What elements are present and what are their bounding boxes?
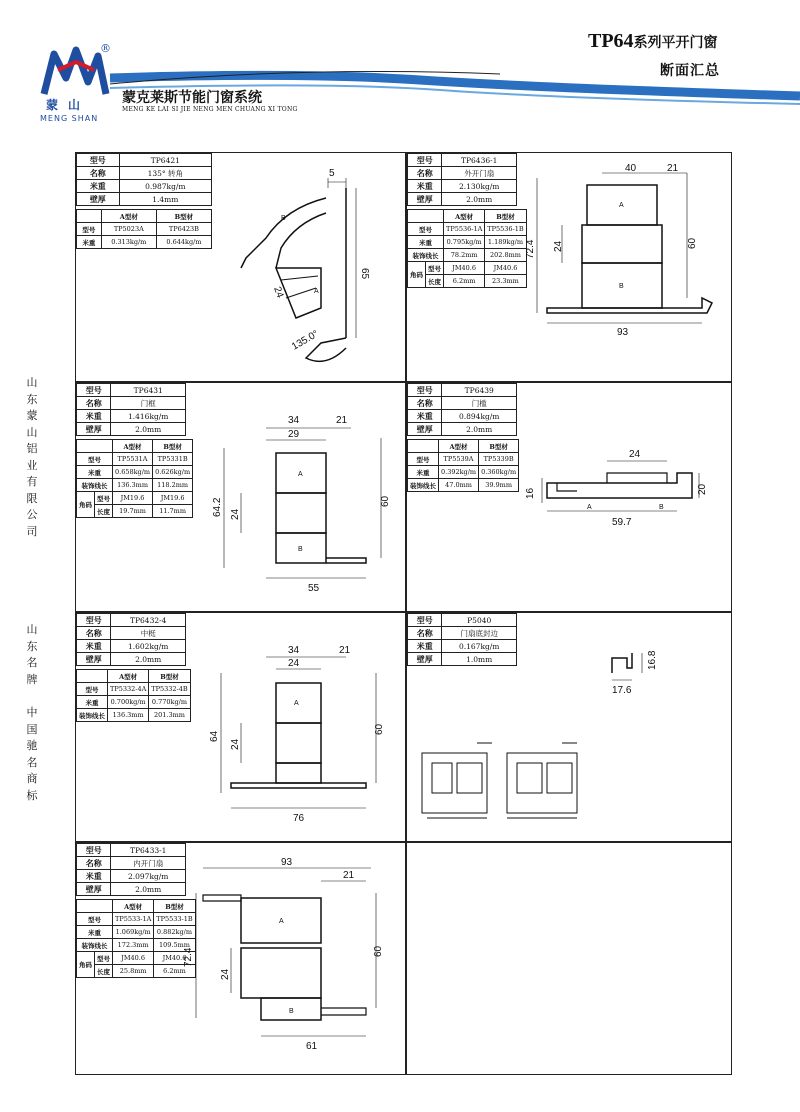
weight-value: 2.097kg/m (111, 870, 186, 883)
b-len: 11.7mm (153, 505, 193, 518)
lbl-corner-len: 长度 (426, 275, 444, 288)
label-a: A (294, 700, 299, 707)
page-subtitle: 断面汇总 (660, 63, 720, 79)
model-value: TP6421 (119, 154, 211, 167)
model-value: TP6436-1 (442, 154, 517, 167)
lbl-corner-len: 长度 (95, 965, 113, 978)
name-value: 外开门扇 (442, 167, 517, 180)
weight-value: 2.130kg/m (442, 180, 517, 193)
lbl-weight: 米重 (77, 410, 111, 423)
dim-65: 65 (359, 268, 370, 280)
dim-60: 60 (374, 723, 385, 735)
label-a: A (587, 504, 592, 511)
a-deco: 78.2mm (444, 249, 485, 262)
dim-16: 16 (525, 487, 536, 499)
panel-empty (406, 842, 732, 1075)
lbl-name: 名称 (77, 397, 111, 410)
dim-24: 24 (230, 508, 241, 520)
lbl-corner-len: 长度 (95, 505, 113, 518)
a-weight: 0.795kg/m (444, 236, 485, 249)
wall-value: 2.0mm (442, 423, 517, 436)
sub-table (407, 439, 519, 492)
dim-24: 24 (553, 240, 564, 252)
profile-drawing (183, 853, 401, 1068)
dim-93: 93 (281, 857, 293, 868)
b-weight: 0.882kg/m (154, 926, 195, 939)
wall-value: 2.0mm (442, 193, 517, 206)
lbl-weight: 米重 (408, 640, 442, 653)
lbl-submodel: 型号 (408, 223, 444, 236)
lbl-name: 名称 (408, 627, 442, 640)
spec-table (76, 843, 186, 896)
lbl-wall: 壁厚 (77, 193, 120, 206)
panel-tp6421 (75, 152, 406, 382)
lbl-model: 型号 (408, 614, 442, 627)
lbl-wall: 壁厚 (77, 423, 111, 436)
lbl-deco: 装饰线长 (408, 249, 444, 262)
dim-16-8: 16.8 (647, 650, 658, 670)
panel-tp6433-1 (75, 842, 406, 1075)
a-weight: 0.658kg/m (113, 466, 153, 479)
logo-chinese: 蒙山 (46, 98, 91, 112)
lbl-wall: 壁厚 (77, 883, 111, 896)
lbl-model: 型号 (77, 844, 111, 857)
lbl-weight: 米重 (77, 640, 111, 653)
wall-value: 2.0mm (111, 883, 186, 896)
a-len: 19.7mm (113, 505, 153, 518)
panel-p5040 (406, 612, 732, 842)
lbl-wall: 壁厚 (408, 423, 442, 436)
series-number: TP64 (588, 30, 634, 52)
b-deco: 201.3mm (149, 709, 190, 722)
label-a: A (298, 471, 303, 478)
dim-21: 21 (339, 645, 351, 656)
b-weight: 1.189kg/m (485, 236, 526, 249)
a-model: TP5539A (439, 453, 479, 466)
lbl-weight: 米重 (408, 180, 442, 193)
spec-table (407, 383, 517, 436)
a-len: 6.2mm (444, 275, 485, 288)
lbl-deco: 装饰线长 (408, 479, 439, 492)
profile-drawing (209, 643, 396, 838)
spec-table (407, 613, 517, 666)
panel-tp6432-4 (75, 612, 406, 842)
lbl-subweight: 米重 (77, 926, 113, 939)
page-title (588, 30, 718, 53)
model-value: TP6431 (111, 384, 186, 397)
lbl-model: 型号 (408, 154, 442, 167)
b-len: 23.3mm (485, 275, 526, 288)
dim-60: 60 (380, 495, 391, 507)
registered-mark: ® (100, 42, 111, 55)
b-corner: JM19.6 (153, 492, 193, 505)
lbl-model: 型号 (77, 614, 111, 627)
dim-93: 93 (617, 327, 629, 338)
company-name-cn: 蒙克莱斯节能门窗系统 (122, 90, 262, 106)
a-label: A型材 (113, 440, 153, 453)
dim-17-6: 17.6 (612, 685, 632, 696)
lbl-deco: 装饰线长 (77, 709, 108, 722)
dim-61: 61 (306, 1041, 318, 1052)
name-value: 门扇底封边 (442, 627, 517, 640)
lbl-submodel: 型号 (77, 913, 113, 926)
label-a: A (314, 288, 319, 295)
wall-value: 2.0mm (111, 653, 186, 666)
a-model: TP5531A (113, 453, 153, 466)
a-corner: JM19.6 (113, 492, 153, 505)
lbl-subweight: 米重 (77, 466, 113, 479)
lbl-subweight: 米重 (77, 696, 108, 709)
a-label: A型材 (108, 670, 149, 683)
dim-24: 24 (220, 968, 231, 980)
b-deco: 109.5mm (154, 939, 195, 952)
profile-drawing (212, 408, 396, 608)
lbl-submodel: 型号 (77, 223, 102, 236)
a-deco: 172.3mm (113, 939, 154, 952)
label-b: B (298, 546, 303, 553)
lbl-corner-model: 型号 (95, 952, 113, 965)
lbl-name: 名称 (77, 627, 111, 640)
name-value: 内开门扇 (111, 857, 186, 870)
lbl-subweight: 米重 (77, 236, 102, 249)
lbl-model: 型号 (77, 384, 111, 397)
dim-72-4: 72.4 (525, 239, 536, 259)
lbl-deco: 装饰线长 (77, 479, 113, 492)
label-b: B (619, 283, 624, 290)
lbl-weight: 米重 (408, 410, 442, 423)
lbl-subweight: 米重 (408, 466, 439, 479)
a-corner: JM40.6 (444, 262, 485, 275)
model-value: TP6432-4 (111, 614, 186, 627)
lbl-corner: 角码 (77, 492, 95, 518)
a-label: A型材 (439, 440, 479, 453)
name-value: 门槛 (442, 397, 517, 410)
lbl-weight: 米重 (77, 180, 120, 193)
profile-drawing (527, 163, 727, 378)
dim-24-side: 24 (230, 738, 241, 750)
dim-21: 21 (667, 163, 679, 174)
b-model: TP5533-1B (154, 913, 195, 926)
dim-24: 24 (271, 285, 286, 300)
b-corner: JM40.6 (154, 952, 195, 965)
a-label: A型材 (444, 210, 485, 223)
panel-tp6439 (406, 382, 732, 612)
company-name-en: MENG KE LAI SI JIE NENG MEN CHUANG XI TONG (122, 106, 298, 113)
label-a: A (619, 202, 624, 209)
side-company: 山东蒙山铝业有限公司 (26, 376, 38, 538)
wall-value: 1.4mm (119, 193, 211, 206)
a-weight: 0.700kg/m (108, 696, 149, 709)
lbl-corner-model: 型号 (426, 262, 444, 275)
dim-24: 24 (629, 449, 641, 460)
lbl-name: 名称 (408, 397, 442, 410)
b-weight: 0.626kg/m (153, 466, 193, 479)
dim-angle: 135.0° (290, 328, 321, 353)
a-model: TP5533-1A (113, 913, 154, 926)
a-deco: 136.3mm (108, 709, 149, 722)
b-deco: 39.9mm (479, 479, 519, 492)
b-label: B型材 (479, 440, 519, 453)
lbl-corner: 角码 (77, 952, 95, 978)
dim-55: 55 (308, 583, 320, 594)
panel-tp6436-1 (406, 152, 732, 382)
lbl-subweight: 米重 (408, 236, 444, 249)
dim-40: 40 (625, 163, 637, 174)
lbl-wall: 壁厚 (408, 653, 442, 666)
side-honor-2: 中国驰名商标 (26, 706, 38, 802)
weight-value: 0.987kg/m (119, 180, 211, 193)
b-model: TP5536-1B (485, 223, 526, 236)
a-corner: JM40.6 (113, 952, 154, 965)
b-corner: JM40.6 (485, 262, 526, 275)
weight-value: 0.167kg/m (442, 640, 517, 653)
lbl-submodel: 型号 (408, 453, 439, 466)
label-b: B (281, 215, 286, 222)
dim-34: 34 (288, 415, 300, 426)
name-value: 中梃 (111, 627, 186, 640)
model-value: P5040 (442, 614, 517, 627)
sub-table (76, 209, 212, 249)
label-a: A (279, 918, 284, 925)
profile-drawing (226, 168, 401, 378)
dim-64: 64 (209, 730, 220, 742)
profile-drawing (602, 648, 672, 708)
dim-76: 76 (293, 813, 305, 824)
b-model: TP5339B (479, 453, 519, 466)
sub-table (76, 899, 196, 978)
name-value: 门框 (111, 397, 186, 410)
side-honor-1: 山东名牌 (26, 623, 38, 686)
dim-5: 5 (329, 168, 335, 179)
dim-72-4: 72.4 (183, 947, 194, 967)
a-label: A型材 (101, 210, 156, 223)
dim-60: 60 (687, 237, 698, 249)
logo-english: MENG SHAN (40, 114, 99, 123)
dim-34: 34 (288, 645, 300, 656)
a-len: 25.8mm (113, 965, 154, 978)
weight-value: 1.602kg/m (111, 640, 186, 653)
spec-table (76, 383, 186, 436)
lbl-deco: 装饰线长 (77, 939, 113, 952)
lbl-submodel: 型号 (77, 453, 113, 466)
lbl-model: 型号 (408, 384, 442, 397)
lbl-name: 名称 (77, 167, 120, 180)
sub-table (76, 669, 191, 722)
a-weight: 0.313kg/m (101, 236, 156, 249)
a-weight: 0.392kg/m (439, 466, 479, 479)
b-model: TP6423B (156, 223, 211, 236)
b-label: B型材 (154, 900, 195, 913)
weight-value: 0.894kg/m (442, 410, 517, 423)
b-deco: 202.8mm (485, 249, 526, 262)
series-text: 系列平开门窗 (633, 36, 718, 51)
label-b: B (659, 504, 664, 511)
lbl-wall: 壁厚 (408, 193, 442, 206)
a-model: TP5332-4A (108, 683, 149, 696)
dim-59-7: 59.7 (612, 517, 632, 528)
b-weight: 0.360kg/m (479, 466, 519, 479)
dim-29: 29 (288, 429, 300, 440)
dim-60: 60 (373, 945, 384, 957)
lbl-name: 名称 (408, 167, 442, 180)
dim-64-2: 64.2 (212, 497, 223, 517)
b-label: B型材 (156, 210, 211, 223)
b-label: B型材 (149, 670, 190, 683)
b-weight: 0.644kg/m (156, 236, 211, 249)
b-len: 6.2mm (154, 965, 195, 978)
model-value: TP6439 (442, 384, 517, 397)
lbl-corner-model: 型号 (95, 492, 113, 505)
a-deco: 47.0mm (439, 479, 479, 492)
b-deco: 118.2mm (153, 479, 193, 492)
b-model: TP5331B (153, 453, 193, 466)
dim-24-top: 24 (288, 658, 300, 669)
wall-value: 1.0mm (442, 653, 517, 666)
spec-table (407, 153, 517, 206)
lbl-weight: 米重 (77, 870, 111, 883)
dim-21: 21 (336, 415, 348, 426)
dim-20: 20 (697, 483, 708, 495)
panel-tp6431 (75, 382, 406, 612)
lbl-submodel: 型号 (77, 683, 108, 696)
a-deco: 136.3mm (113, 479, 153, 492)
name-value: 135° 转角 (119, 167, 211, 180)
lbl-name: 名称 (77, 857, 111, 870)
a-label: A型材 (113, 900, 154, 913)
weight-value: 1.416kg/m (111, 410, 186, 423)
b-label: B型材 (153, 440, 193, 453)
spec-table (76, 613, 186, 666)
lbl-corner: 角码 (408, 262, 426, 288)
label-b: B (289, 1008, 294, 1015)
a-weight: 1.069kg/m (113, 926, 154, 939)
b-label: B型材 (485, 210, 526, 223)
wall-value: 2.0mm (111, 423, 186, 436)
a-model: TP5536-1A (444, 223, 485, 236)
b-weight: 0.770kg/m (149, 696, 190, 709)
lbl-model: 型号 (77, 154, 120, 167)
lbl-wall: 壁厚 (77, 653, 111, 666)
spec-table (76, 153, 212, 206)
sub-table (407, 209, 527, 288)
assembly-drawing (417, 733, 597, 833)
model-value: TP6433-1 (111, 844, 186, 857)
profile-drawing (527, 443, 727, 553)
a-model: TP5023A (101, 223, 156, 236)
dim-21: 21 (343, 870, 355, 881)
sub-table (76, 439, 193, 518)
b-model: TP5332-4B (149, 683, 190, 696)
